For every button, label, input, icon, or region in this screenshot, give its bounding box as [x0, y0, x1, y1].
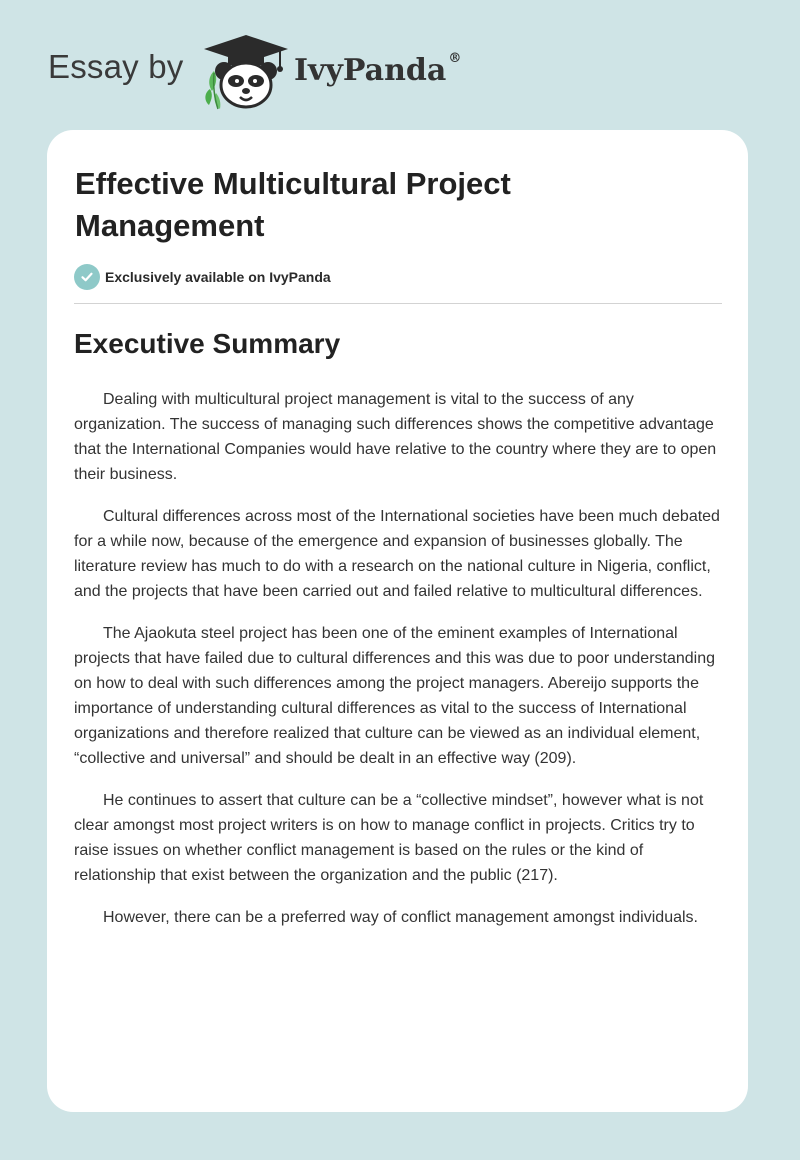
essay-card	[47, 130, 748, 1112]
registered-mark: ®	[448, 51, 462, 66]
brand-name-text: IvyPanda	[294, 53, 447, 88]
panda-graduate-icon[interactable]	[200, 33, 292, 111]
site-header	[0, 0, 800, 130]
essay-title: Effective Multicultural Project Management	[75, 166, 511, 243]
paragraph: The Ajaokuta steel project has been one of the eminent examples of International projects that have failed due to cultural differences and this was due to poor understanding on how to deal with such differences among the project managers. Abereijo supports the importance of understanding cultural differences as vital to the success of International organizations and therefore realized that culture can be viewed as an individual element, “collective and universal” and should be dealt in an effective way (209).	[74, 625, 716, 767]
exclusive-badge-label: Exclusively available on IvyPanda	[105, 269, 331, 285]
paragraph: Dealing with multicultural project management is vital to the success of any organization. The success of managing such differences shows the competitive advantage that the International Companies would have relative to the country where they are to open their business.	[74, 391, 717, 483]
essay-body	[74, 387, 722, 947]
check-circle-icon	[74, 264, 100, 290]
section-heading: Executive Summary	[74, 328, 341, 359]
paragraph: He continues to assert that culture can be a “collective mindset”, however what is not clear amongst most project writers is on how to manage conflict in projects. Critics try to raise issues on whether conflict management is based on the rules or the kind of relationship that exist between the organization and the public (217).	[74, 792, 704, 884]
paragraph: Cultural differences across most of the International societies have been much debated for a while now, because of the emergence and expansion of businesses globally. The literature review has much to do with a research on the national culture in Nigeria, conflict, and the projects that have been carried out and failed relative to multicultural differences.	[74, 508, 720, 600]
title-divider	[74, 303, 722, 304]
brand-name[interactable]	[294, 53, 461, 88]
essay-by-label: Essay by	[48, 48, 184, 85]
paragraph: However, there can be a preferred way of conflict management amongst individuals.	[103, 909, 698, 926]
exclusive-badge	[74, 263, 331, 291]
